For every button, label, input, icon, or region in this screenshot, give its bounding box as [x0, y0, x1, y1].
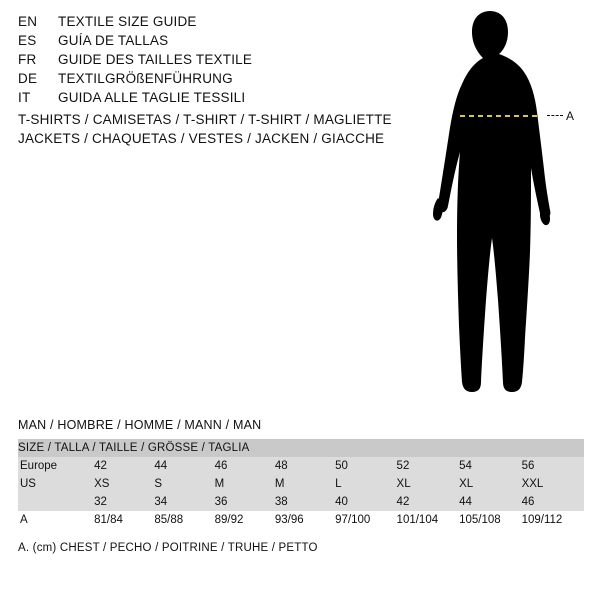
table-cell: 32 [94, 496, 107, 508]
table-cell: 56 [521, 460, 535, 472]
table-cell: 81/84 [94, 514, 123, 526]
language-row [18, 33, 398, 52]
language-row [18, 14, 398, 33]
table-cell: 44 [459, 496, 472, 508]
table-cell: XL [396, 478, 411, 490]
row-label: Europe [20, 460, 58, 472]
table-header-row [18, 439, 584, 457]
table-row [18, 493, 584, 511]
table-cell: 54 [459, 460, 472, 472]
measure-label-a: A [566, 109, 575, 123]
table-cell: XS [94, 478, 110, 490]
male-silhouette-icon [400, 8, 600, 408]
body-figure [400, 8, 600, 408]
table-cell: 89/92 [214, 514, 244, 526]
language-code: IT [18, 90, 31, 105]
table-cell: 38 [274, 496, 288, 508]
table-cell: XL [459, 478, 474, 490]
row-label: US [20, 478, 36, 490]
language-row [18, 52, 398, 71]
language-title: GUIDA ALLE TAGLIE TESSILI [58, 90, 246, 105]
table-cell: M [274, 478, 285, 490]
table-cell: 46 [521, 496, 535, 508]
table-cell: 50 [335, 460, 348, 472]
language-title: TEXTILGRÖßENFÜHRUNG [58, 71, 233, 86]
table-cell: 48 [274, 460, 288, 472]
table-cell: 105/108 [459, 514, 501, 526]
table-cell: 44 [154, 460, 168, 472]
table-cell: 97/100 [335, 514, 371, 526]
table-cell: S [154, 478, 163, 490]
row-label [18, 493, 94, 511]
table-cell: 109/112 [521, 514, 563, 526]
table-cell: 36 [214, 496, 228, 508]
table-cell: 42 [94, 460, 107, 472]
table-cell: 34 [154, 496, 168, 508]
table-cell: 52 [396, 460, 410, 472]
language-row [18, 71, 398, 90]
table-group-title: MAN / HOMBRE / HOMME / MANN / MAN [18, 418, 262, 432]
table-cell: 85/88 [154, 514, 184, 526]
language-title-list [18, 14, 398, 109]
measure-leader-line [547, 115, 563, 116]
table-header-label: SIZE / TALLA / TAILLE / GRÖSSE / TAGLIA [18, 442, 250, 454]
size-table [18, 439, 584, 529]
table-cell: 93/96 [274, 514, 304, 526]
language-code: EN [18, 14, 38, 29]
table-cell: M [214, 478, 225, 490]
table-cell: 40 [335, 496, 348, 508]
language-title: GUIDE DES TAILLES TEXTILE [58, 52, 253, 67]
table-cell: XXL [521, 478, 544, 490]
table-footnote: A. (cm) CHEST / PECHO / POITRINE / TRUHE / PETTO [18, 542, 318, 554]
language-title: TEXTILE SIZE GUIDE [58, 14, 197, 29]
category-line: JACKETS / CHAQUETAS / VESTES / JACKEN / GIACCHE [18, 131, 385, 146]
table-cell: L [335, 478, 342, 490]
table-cell: 42 [396, 496, 410, 508]
table-row [18, 475, 584, 493]
table-cell: 101/104 [396, 514, 439, 526]
table-cell: 46 [214, 460, 228, 472]
table-row [18, 457, 584, 475]
table-row [18, 511, 584, 529]
language-code: ES [18, 33, 37, 48]
row-label: A [20, 514, 28, 526]
language-title: GUÍA DE TALLAS [58, 33, 169, 48]
garment-category-list [18, 110, 418, 148]
category-line: T-SHIRTS / CAMISETAS / T-SHIRT / T-SHIRT / MAGLIETTE [18, 112, 392, 127]
language-row [18, 90, 398, 109]
language-code: FR [18, 52, 37, 67]
size-table-section [18, 418, 584, 554]
language-code: DE [18, 71, 38, 86]
